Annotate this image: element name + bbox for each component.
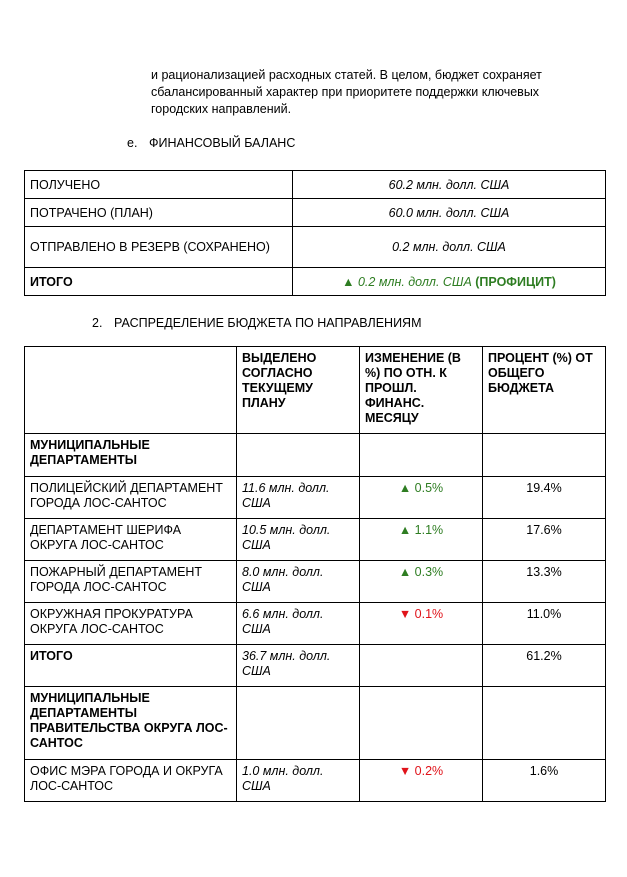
allocated-value: 10.5 млн. долл. США bbox=[237, 519, 360, 561]
table-header-row bbox=[25, 347, 606, 434]
percent-value: 13.3% bbox=[483, 561, 606, 603]
change-value: 1.1% bbox=[414, 523, 444, 537]
table-row bbox=[25, 561, 606, 603]
empty-cell bbox=[483, 687, 606, 760]
total-amount: 0.2 млн. долл. США bbox=[357, 274, 472, 289]
balance-value: 60.2 млн. долл. США bbox=[293, 171, 606, 199]
percent-value: 11.0% bbox=[483, 603, 606, 645]
up-arrow-icon: ▲ bbox=[398, 523, 412, 537]
percent-value: 1.6% bbox=[483, 760, 606, 802]
empty-cell bbox=[360, 687, 483, 760]
change-value: 0.1% bbox=[414, 607, 444, 621]
total-label: ИТОГО bbox=[25, 645, 237, 687]
total-percent: 61.2% bbox=[483, 645, 606, 687]
dept-name: ОФИС МЭРА ГОРОДА И ОКРУГА ЛОС-САНТОС bbox=[25, 760, 237, 802]
total-allocated: 36.7 млн. долл. США bbox=[237, 645, 360, 687]
distribution-table bbox=[24, 346, 606, 802]
surplus-note: (ПРОФИЦИТ) bbox=[475, 274, 556, 289]
table-row bbox=[25, 760, 606, 802]
allocated-value: 1.0 млн. долл. США bbox=[237, 760, 360, 802]
header-cell: ВЫДЕЛЕНО СОГЛАСНО ТЕКУЩЕМУ ПЛАНУ bbox=[237, 347, 360, 434]
dept-name: ОКРУЖНАЯ ПРОКУРАТУРА ОКРУГА ЛОС-САНТОС bbox=[25, 603, 237, 645]
allocated-value: 11.6 млн. долл. США bbox=[237, 477, 360, 519]
change-cell bbox=[360, 603, 483, 645]
table-row bbox=[25, 603, 606, 645]
intro-line: сбалансированный характер при приоритете поддержки ключевых bbox=[151, 85, 540, 99]
balance-total-value bbox=[293, 268, 606, 296]
table-row bbox=[25, 477, 606, 519]
percent-value: 17.6% bbox=[483, 519, 606, 561]
balance-total-label: ИТОГО bbox=[25, 268, 293, 296]
change-cell bbox=[360, 760, 483, 802]
balance-label: ОТПРАВЛЕНО В РЕЗЕРВ (СОХРАНЕНО) bbox=[25, 227, 293, 268]
header-cell bbox=[25, 347, 237, 434]
up-arrow-icon: ▲ bbox=[398, 481, 412, 495]
allocated-value: 6.6 млн. долл. США bbox=[237, 603, 360, 645]
dept-name: ПОЛИЦЕЙСКИЙ ДЕПАРТАМЕНТ ГОРОДА ЛОС-САНТОС bbox=[25, 477, 237, 519]
empty-cell bbox=[237, 687, 360, 760]
section-title: РАСПРЕДЕЛЕНИЕ БЮДЖЕТА ПО НАПРАВЛЕНИЯМ bbox=[114, 316, 422, 330]
intro-line: городских направлений. bbox=[151, 102, 292, 116]
empty-cell bbox=[237, 434, 360, 477]
table-row bbox=[25, 171, 606, 199]
empty-cell bbox=[483, 434, 606, 477]
table-row bbox=[25, 227, 606, 268]
down-arrow-icon: ▼ bbox=[398, 764, 412, 778]
section-heading-distribution bbox=[92, 316, 422, 330]
change-cell bbox=[360, 561, 483, 603]
balance-value: 60.0 млн. долл. США bbox=[293, 199, 606, 227]
change-value: 0.2% bbox=[414, 764, 444, 778]
intro-paragraph bbox=[151, 67, 571, 118]
allocated-value: 8.0 млн. долл. США bbox=[237, 561, 360, 603]
table-row-total bbox=[25, 645, 606, 687]
table-row bbox=[25, 519, 606, 561]
section-marker: 2. bbox=[92, 316, 103, 330]
section-heading-balance bbox=[127, 136, 295, 150]
header-cell: ПРОЦЕНТ (%) ОТ ОБЩЕГО БЮДЖЕТА bbox=[483, 347, 606, 434]
section-row bbox=[25, 434, 606, 477]
change-cell bbox=[360, 477, 483, 519]
change-value: 0.5% bbox=[414, 481, 444, 495]
header-cell: ИЗМЕНЕНИЕ (В %) ПО ОТН. К ПРОШЛ. ФИНАНС. МЕСЯЦУ bbox=[360, 347, 483, 434]
balance-label: ПОЛУЧЕНО bbox=[25, 171, 293, 199]
balance-table bbox=[24, 170, 606, 296]
table-row bbox=[25, 199, 606, 227]
section-title-cell: МУНИЦИПАЛЬНЫЕ ДЕПАРТАМЕНТЫ ПРАВИТЕЛЬСТВА ОКРУГА ЛОС-САНТОС bbox=[25, 687, 237, 760]
table-row-total bbox=[25, 268, 606, 296]
balance-value: 0.2 млн. долл. США bbox=[293, 227, 606, 268]
up-arrow-icon: ▲ bbox=[398, 565, 412, 579]
change-value: 0.3% bbox=[414, 565, 444, 579]
balance-label: ПОТРАЧЕНО (ПЛАН) bbox=[25, 199, 293, 227]
intro-line: и рационализацией расходных статей. В целом, бюджет сохраняет bbox=[151, 68, 542, 82]
down-arrow-icon: ▼ bbox=[398, 607, 412, 621]
change-cell bbox=[360, 519, 483, 561]
percent-value: 19.4% bbox=[483, 477, 606, 519]
section-marker: e. bbox=[127, 136, 138, 150]
up-arrow-icon: ▲ bbox=[342, 274, 355, 289]
dept-name: ДЕПАРТАМЕНТ ШЕРИФА ОКРУГА ЛОС-САНТОС bbox=[25, 519, 237, 561]
section-title: ФИНАНСОВЫЙ БАЛАНС bbox=[149, 136, 296, 150]
dept-name: ПОЖАРНЫЙ ДЕПАРТАМЕНТ ГОРОДА ЛОС-САНТОС bbox=[25, 561, 237, 603]
empty-cell bbox=[360, 645, 483, 687]
empty-cell bbox=[360, 434, 483, 477]
section-row bbox=[25, 687, 606, 760]
section-title-cell: МУНИЦИПАЛЬНЫЕ ДЕПАРТАМЕНТЫ bbox=[25, 434, 237, 477]
